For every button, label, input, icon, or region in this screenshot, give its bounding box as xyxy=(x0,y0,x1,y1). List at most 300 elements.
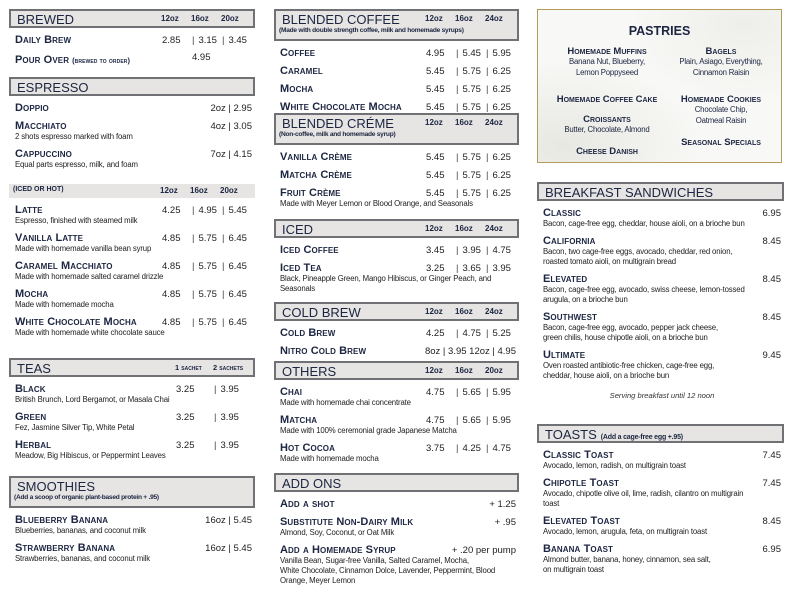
menu-item[interactable] xyxy=(15,34,252,46)
menu-item[interactable] xyxy=(543,311,781,343)
item-list xyxy=(274,492,519,586)
menu-item[interactable] xyxy=(280,498,516,510)
menu-item[interactable] xyxy=(280,442,516,464)
section-title-text: SMOOTHIES xyxy=(17,479,96,494)
pastry-options: Butter, Chocolate, Almond xyxy=(564,125,650,134)
serving-note: Serving breakfast until 12 noon xyxy=(609,391,715,400)
item-price: 16oz | 5.45 xyxy=(205,543,252,554)
item-row xyxy=(15,514,252,526)
item-description: Strawberries, bananas, and coconut milk xyxy=(15,554,151,563)
item-name xyxy=(543,235,596,247)
item-description: Made with homemade mocha xyxy=(15,300,114,309)
menu-item[interactable] xyxy=(280,414,516,436)
size-label: 16oz xyxy=(455,224,473,233)
item-name xyxy=(15,514,108,526)
menu-item[interactable] xyxy=(15,316,252,338)
pastries-title: PASTRIES xyxy=(628,24,691,38)
item-price: | 5.45 xyxy=(456,48,486,59)
item-name-text: Southwest xyxy=(543,311,598,323)
item-price: + .95 xyxy=(494,517,516,528)
item-description: roasted tomato aioli, on multigrain bread xyxy=(543,257,676,266)
item-price: 5.45 xyxy=(426,188,445,199)
menu-item[interactable] xyxy=(543,349,781,381)
menu-item[interactable] xyxy=(280,187,516,209)
item-price: 4.85 xyxy=(162,289,181,300)
item-row xyxy=(280,498,516,510)
menu-item[interactable] xyxy=(280,345,516,357)
section-header xyxy=(274,361,519,380)
item-price: 3.75 xyxy=(426,443,445,454)
item-price: 8.45 xyxy=(762,274,781,285)
menu-item[interactable] xyxy=(543,477,781,509)
item-price: | 5.75 xyxy=(456,188,486,199)
size-labels xyxy=(160,186,250,195)
item-row xyxy=(15,411,252,423)
item-description: Black, Pineapple Green, Mango Hibiscus, or Ginger Peach, and xyxy=(280,274,492,283)
item-prices xyxy=(162,233,252,244)
section-title-text: (ICED OR HOT) xyxy=(13,186,64,193)
item-list xyxy=(274,321,519,357)
item-price: 4.95 xyxy=(192,52,211,63)
item-price: 5.45 xyxy=(426,84,445,95)
item-price: | 4.25 xyxy=(456,443,486,454)
item-name-text: Blueberry Banana xyxy=(15,514,109,526)
menu-item[interactable] xyxy=(280,151,516,163)
item-price: | 6.25 xyxy=(486,152,516,163)
item-name-text: Cappuccino xyxy=(15,148,72,160)
size-label: 16oz xyxy=(191,14,209,23)
section-header xyxy=(274,9,519,41)
item-price xyxy=(222,52,252,63)
item-description: Avocado, lemon, radish, on multigrain toast xyxy=(543,461,686,470)
menu-item[interactable] xyxy=(543,207,781,229)
item-list xyxy=(9,28,255,64)
item-price: | 6.25 xyxy=(486,170,516,181)
item-row xyxy=(15,288,252,300)
item-description: Bacon, two cage-free eggs, avocado, cheddar, red onion, xyxy=(543,247,733,256)
item-price: 3.25 xyxy=(176,440,195,451)
section-title-text: BREAKFAST SANDWICHES xyxy=(545,185,714,200)
item-name-text: Daily Brew xyxy=(15,34,72,46)
item-name-text: Hot Cocoa xyxy=(280,442,335,454)
item-name xyxy=(280,386,302,398)
item-name xyxy=(543,311,597,323)
item-name-text: Chipotle Toast xyxy=(543,477,620,489)
menu-item[interactable] xyxy=(15,260,252,282)
item-description: Made with homemade mocha xyxy=(280,454,379,463)
menu-item[interactable] xyxy=(15,148,252,170)
item-name xyxy=(280,65,323,77)
item-name xyxy=(15,260,113,272)
section-title-note: (Add a cage-free egg +.95) xyxy=(600,434,683,441)
item-price xyxy=(162,52,192,63)
item-prices xyxy=(162,289,252,300)
size-label: 12oz xyxy=(425,118,443,127)
item-price: 4.25 xyxy=(426,328,445,339)
section-title-text: ICED xyxy=(282,222,314,237)
menu-item[interactable] xyxy=(15,288,252,310)
item-name xyxy=(280,442,335,454)
item-description: 2 shots espresso marked with foam xyxy=(15,132,133,141)
section-title xyxy=(282,222,313,237)
menu-item[interactable] xyxy=(543,543,781,575)
item-name-text: California xyxy=(543,235,596,247)
menu-item[interactable] xyxy=(15,232,252,254)
item-row xyxy=(15,204,252,216)
item-name xyxy=(15,542,115,554)
item-name-text: Pour Over xyxy=(15,54,70,66)
item-name-text: White Chocolate Mocha xyxy=(280,101,402,113)
item-row xyxy=(280,65,516,77)
item-name xyxy=(15,148,72,160)
item-price: 8oz | 3.95 12oz | 4.95 xyxy=(424,346,516,357)
item-description: Bacon, cage-free egg, cheddar, house aioli, on a brioche bun xyxy=(543,219,745,228)
pastry-name: Seasonal Specials xyxy=(681,137,761,148)
item-name-text: Caramel xyxy=(280,65,323,77)
item-row xyxy=(15,232,252,244)
menu-item[interactable] xyxy=(280,101,516,113)
item-name-text: Classic Toast xyxy=(543,449,614,461)
section-title xyxy=(282,305,361,320)
item-price: | 5.75 xyxy=(192,261,222,272)
item-name-text: Add a shot xyxy=(280,498,335,510)
item-name xyxy=(15,54,130,66)
size-label: 2 sachets xyxy=(213,363,244,372)
menu-item[interactable] xyxy=(15,52,252,64)
item-price: 4.75 xyxy=(426,415,445,426)
pastry-name: Homemade Muffins xyxy=(567,46,647,57)
item-name xyxy=(543,349,585,361)
section-iced xyxy=(274,219,519,300)
item-price: | 5.75 xyxy=(456,66,486,77)
item-name-text: Vanilla Crème xyxy=(280,151,353,163)
item-name xyxy=(280,169,352,181)
size-labels xyxy=(425,366,515,375)
item-name xyxy=(15,120,67,132)
section-title xyxy=(17,361,51,376)
pastry-item xyxy=(661,46,781,78)
item-price: 4oz | 3.05 xyxy=(210,121,252,132)
item-price: 4.85 xyxy=(162,233,181,244)
section-title-text: OTHERS xyxy=(282,364,337,379)
item-prices xyxy=(426,188,516,199)
item-list xyxy=(537,201,784,400)
item-name-text: Vanilla Latte xyxy=(15,232,84,244)
section-title-text: TOASTS xyxy=(545,427,597,442)
menu-item[interactable] xyxy=(280,516,516,538)
item-price: + 1.25 xyxy=(489,499,516,510)
item-row xyxy=(15,383,252,395)
item-name xyxy=(15,102,49,114)
item-name-text: Cold Brew xyxy=(280,327,336,339)
item-price: 4.85 xyxy=(162,317,181,328)
item-name xyxy=(280,414,317,426)
menu-item[interactable] xyxy=(280,65,516,77)
menu-item[interactable] xyxy=(15,120,252,142)
item-price: 5.45 xyxy=(426,152,445,163)
item-price: 8.45 xyxy=(762,236,781,247)
item-name-text: Matcha Crème xyxy=(280,169,352,181)
item-row xyxy=(15,260,252,272)
item-price: | 6.25 xyxy=(486,102,516,113)
pastry-name: Homemade Cookies xyxy=(680,94,762,105)
item-price: | 3.45 xyxy=(222,35,252,46)
item-name xyxy=(15,204,43,216)
item-name xyxy=(280,498,335,510)
section-toasts xyxy=(537,424,784,581)
item-description: Oven roasted antibiotic-free chicken, cage-free egg, xyxy=(543,361,715,370)
item-row xyxy=(280,442,516,454)
item-row xyxy=(280,47,516,59)
section-header xyxy=(274,113,519,145)
size-labels xyxy=(425,224,515,233)
item-row xyxy=(543,543,781,555)
section-espresso xyxy=(9,77,255,176)
item-row xyxy=(15,52,252,64)
section-title-text: TEAS xyxy=(17,361,51,376)
item-name-text: Strawberry Banana xyxy=(15,542,116,554)
pastry-item xyxy=(547,146,667,157)
menu-item[interactable] xyxy=(280,327,516,339)
item-row xyxy=(280,386,516,398)
section-title xyxy=(17,479,95,494)
menu-item[interactable] xyxy=(280,47,516,59)
pastry-name: Homemade Coffee Cake xyxy=(556,94,658,105)
section-header xyxy=(274,219,519,238)
item-price: | 5.95 xyxy=(486,415,516,426)
item-price: | 4.75 xyxy=(456,328,486,339)
item-prices xyxy=(176,440,252,451)
item-price: | 5.75 xyxy=(456,152,486,163)
item-description: Avocado, chipotle olive oil, lime, radish, cilantro on multigrain xyxy=(543,489,744,498)
item-description: Espresso, finished with steamed milk xyxy=(15,216,138,225)
item-name xyxy=(280,187,341,199)
item-description: cheddar, house aioli, on a brioche bun xyxy=(543,371,670,380)
item-name-text: Matcha xyxy=(280,414,318,426)
pastry-item xyxy=(547,46,667,78)
item-name-text: Chai xyxy=(280,386,303,398)
section-title-text: BLENDED CRÉME xyxy=(282,116,394,131)
item-price: 8.45 xyxy=(762,312,781,323)
item-price: | 6.25 xyxy=(486,188,516,199)
item-description: Made with homemade chai concentrate xyxy=(280,398,411,407)
item-description: Made with homemade white chocolate sauce xyxy=(15,328,165,337)
item-description: Meadow, Big Hibiscus, or Peppermint Leaves xyxy=(15,451,166,460)
item-name xyxy=(543,477,619,489)
item-description: Made with homemade salted caramel drizzle xyxy=(15,272,164,281)
item-name xyxy=(15,411,46,423)
item-price: 4.95 xyxy=(426,48,445,59)
item-row xyxy=(543,311,781,323)
menu-item[interactable] xyxy=(15,514,252,536)
menu-item[interactable] xyxy=(15,204,252,226)
pastry-item xyxy=(661,94,781,126)
item-price: | 5.75 xyxy=(192,317,222,328)
menu-item[interactable] xyxy=(280,83,516,95)
menu-item[interactable] xyxy=(280,262,516,294)
item-description: Made with homemade vanilla bean syrup xyxy=(15,244,152,253)
menu-item[interactable] xyxy=(15,102,252,114)
item-name xyxy=(15,383,46,395)
pastry-item xyxy=(661,137,781,148)
item-price: 4.25 xyxy=(162,205,181,216)
menu-item[interactable] xyxy=(543,449,781,471)
item-name xyxy=(280,262,322,274)
item-description: Bacon, cage-free egg, avocado, swiss cheese, lemon-tossed xyxy=(543,285,745,294)
item-row xyxy=(280,244,516,256)
section-title-text: BREWED xyxy=(17,12,75,27)
menu-item[interactable] xyxy=(15,439,252,461)
item-prices xyxy=(426,263,516,274)
size-label: 16oz xyxy=(455,366,473,375)
menu-item[interactable] xyxy=(15,383,252,405)
item-description: Bacon, cage-free egg, avocado, pepper jack cheese, xyxy=(543,323,718,332)
size-label: 16oz xyxy=(455,307,473,316)
pastries-box xyxy=(537,9,782,163)
item-price: | 5.95 xyxy=(486,387,516,398)
pastry-item xyxy=(547,94,667,105)
item-name xyxy=(280,151,352,163)
menu-item[interactable] xyxy=(280,386,516,408)
menu-item[interactable] xyxy=(15,542,252,564)
item-price: | 6.25 xyxy=(486,66,516,77)
item-list xyxy=(274,41,519,113)
menu-item[interactable] xyxy=(280,169,516,181)
item-row xyxy=(15,439,252,451)
item-row xyxy=(280,151,516,163)
size-label: 16oz xyxy=(455,14,473,23)
item-price: | 6.45 xyxy=(222,317,252,328)
item-name xyxy=(280,244,339,256)
item-price: | 5.75 xyxy=(456,102,486,113)
item-name xyxy=(280,83,313,95)
item-row xyxy=(15,34,252,46)
item-prices xyxy=(426,102,516,113)
pastry-name: Croissants xyxy=(583,114,631,125)
item-list xyxy=(9,198,255,338)
item-price: | 5.95 xyxy=(486,48,516,59)
item-row xyxy=(543,349,781,361)
item-row xyxy=(15,316,252,328)
pastry-item xyxy=(547,114,667,136)
section-subtitle: (Add a scoop of organic plant-based protein + .95) xyxy=(14,494,159,501)
item-price: | 3.15 xyxy=(192,35,222,46)
item-name-text: Add a Homemade Syrup xyxy=(280,544,396,556)
item-name-text: Ultimate xyxy=(543,349,586,361)
item-name xyxy=(15,232,83,244)
size-label: 24oz xyxy=(485,307,503,316)
item-prices xyxy=(162,261,252,272)
section-subtitle: (Non-coffee, milk and homemade syrup) xyxy=(279,131,396,138)
size-label: 12oz xyxy=(425,307,443,316)
item-row xyxy=(280,83,516,95)
item-prices xyxy=(162,317,252,328)
pastry-name: Bagels xyxy=(705,46,737,57)
menu-item[interactable] xyxy=(280,544,516,586)
pastry-options: Lemon Poppyseed xyxy=(575,67,639,77)
section-title-text: COLD BREW xyxy=(282,305,361,320)
item-description: Blueberries, bananas, and coconut milk xyxy=(15,526,146,535)
pastry-name: Cheese Danish xyxy=(576,146,638,157)
item-price: 4.85 xyxy=(162,261,181,272)
item-price: 2.85 xyxy=(162,35,181,46)
section-add-ons xyxy=(274,473,519,592)
item-list xyxy=(9,96,255,170)
section-title xyxy=(545,427,683,442)
item-list xyxy=(274,380,519,464)
menu-item[interactable] xyxy=(543,235,781,267)
item-price: 3.25 xyxy=(176,384,195,395)
item-price: | 5.25 xyxy=(486,328,516,339)
item-name-text: Elevated Toast xyxy=(543,515,620,527)
section-title-text: BLENDED COFFEE xyxy=(282,12,400,27)
item-price: | 3.65 xyxy=(456,263,486,274)
item-price: | 3.95 xyxy=(456,245,486,256)
section-others xyxy=(274,361,519,470)
section-header xyxy=(9,476,255,508)
size-label: 12oz xyxy=(425,366,443,375)
item-prices xyxy=(426,387,516,398)
menu-item[interactable] xyxy=(543,273,781,305)
item-price: | 5.75 xyxy=(192,233,222,244)
item-row xyxy=(280,187,516,199)
size-label: 12oz xyxy=(425,224,443,233)
item-description: Seasonals xyxy=(280,284,316,293)
item-row xyxy=(280,169,516,181)
size-label: 12oz xyxy=(425,14,443,23)
item-prices xyxy=(162,35,252,46)
item-price: | 3.95 xyxy=(486,263,516,274)
menu-item[interactable] xyxy=(280,244,516,256)
menu-item[interactable] xyxy=(15,411,252,433)
item-note: (brewed to order) xyxy=(72,56,131,65)
item-list xyxy=(9,508,255,564)
item-prices xyxy=(426,66,516,77)
item-price: | 5.65 xyxy=(456,415,486,426)
item-description: British Brunch, Lord Bergamot, or Masala Chai xyxy=(15,395,170,404)
item-price: 6.95 xyxy=(762,208,781,219)
item-name xyxy=(15,439,51,451)
section-title xyxy=(282,476,341,491)
section-title xyxy=(13,186,64,193)
item-description: Orange, Meyer Lemon xyxy=(280,576,356,585)
section-subtitle: (Made with double strength coffee, milk and homemade syrups) xyxy=(279,27,464,34)
item-description: Almond butter, banana, honey, cinnamon, sea salt, xyxy=(543,555,711,564)
section-title-text: ESPRESSO xyxy=(17,80,89,95)
item-prices xyxy=(162,52,252,63)
item-price: | 3.95 xyxy=(214,440,252,451)
item-price: 6.95 xyxy=(762,544,781,555)
size-labels xyxy=(175,363,251,372)
item-price: 5.45 xyxy=(426,102,445,113)
item-list xyxy=(537,443,784,575)
item-name-text: Banana Toast xyxy=(543,543,614,555)
item-prices xyxy=(426,170,516,181)
size-label: 16oz xyxy=(455,118,473,127)
item-price: | 6.45 xyxy=(222,261,252,272)
item-name-text: Macchiato xyxy=(15,120,67,132)
item-row xyxy=(543,235,781,247)
item-price: | 5.75 xyxy=(192,289,222,300)
size-label: 24oz xyxy=(485,14,503,23)
menu-item[interactable] xyxy=(543,515,781,537)
size-labels xyxy=(425,14,515,23)
item-row xyxy=(543,449,781,461)
item-name-text: Substitute Non-Dairy Milk xyxy=(280,516,414,528)
item-price: 5.45 xyxy=(426,170,445,181)
item-row xyxy=(280,516,516,528)
section-header xyxy=(9,358,255,377)
